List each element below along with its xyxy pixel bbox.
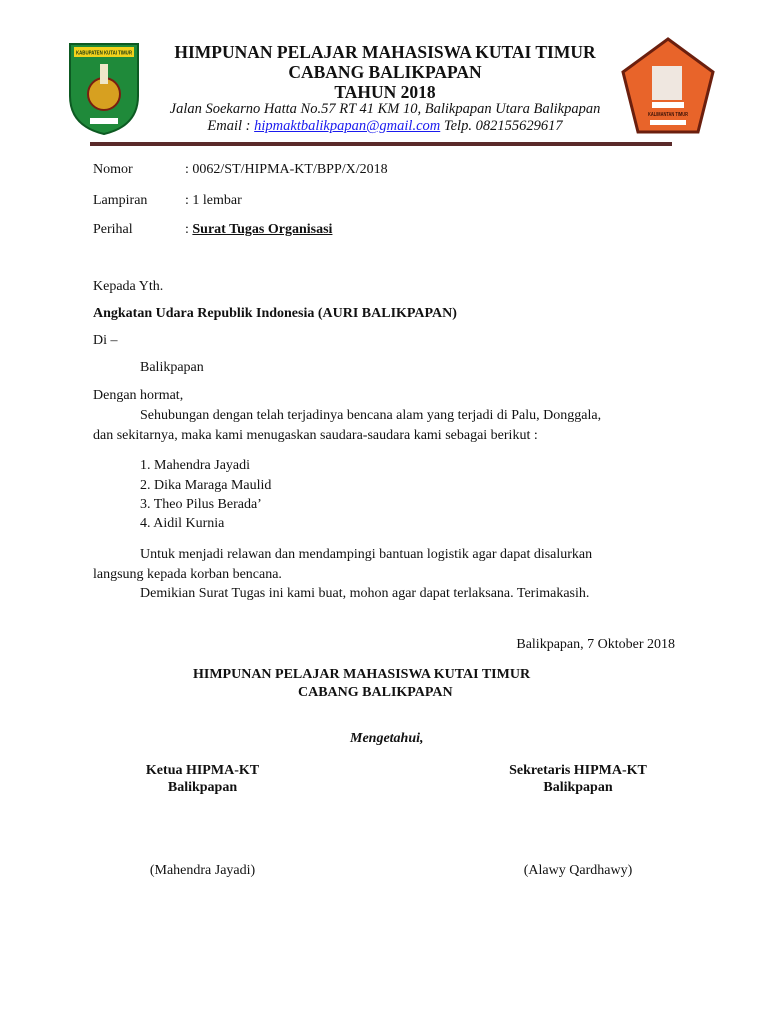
address: Jalan Soekarno Hatta No.57 RT 41 KM 10, Balikpapan Utara Balikpapan [169,101,601,117]
meta-label-nomor: Nomor [93,162,133,177]
branch-name: CABANG BALIKPAPAN [288,62,482,82]
member-list-item: 2. Dika Maraga Maulid [140,478,272,493]
paragraph-2-line-1: Untuk menjadi relawan dan mendampingi bantuan logistik agar dapat disalurkan [140,547,593,562]
contact-line: Email : hipmaktbalikpapan@gmail.com Telp. 082155629617 [207,118,563,134]
left-logo-text: KABUPATEN KUTAI TIMUR [76,50,133,57]
salutation: Dengan hormat, [93,388,184,403]
right-logo-text: KALIMANTAN TIMUR [648,112,689,118]
meta-label-perihal: Perihal [93,222,133,237]
meta-label-lampiran: Lampiran [93,193,148,208]
member-list-item: 4. Aidil Kurnia [140,516,225,531]
year: TAHUN 2018 [334,82,436,102]
org-name: HIMPUNAN PELAJAR MAHASISWA KUTAI TIMUR [174,42,596,62]
closing-branch: CABANG BALIKPAPAN [298,685,453,700]
secretary-title: Sekretaris HIPMA-KT [509,763,647,778]
header-divider [90,142,672,146]
paragraph-1-line-2: dan sekitarnya, maka kami menugaskan saudara-saudara kami sebagai berikut : [93,428,538,443]
hipma-kt-logo [620,36,716,136]
secretary-name: (Alawy Qardhawy) [523,863,633,878]
chairman-name: (Mahendra Jayadi) [149,863,256,878]
paragraph-2-line-2: langsung kepada korban bencana. [93,567,282,582]
meta-value-nomor: : 0062/ST/HIPMA-KT/BPP/X/2018 [185,162,388,177]
email-link[interactable]: hipmaktbalikpapan@gmail.com [254,118,441,134]
member-list-item: 1. Mahendra Jayadi [140,458,251,473]
secretary-city: Balikpapan [543,780,613,795]
closing-org: HIMPUNAN PELAJAR MAHASISWA KUTAI TIMUR [193,667,531,682]
meta-value-lampiran: : 1 lembar [185,193,242,208]
recipient-name: Angkatan Udara Republik Indonesia (AURI BALIKPAPAN) [93,306,457,321]
greeting: Kepada Yth. [93,279,164,294]
paragraph-3: Demikian Surat Tugas ini kami buat, mohon agar dapat terlaksana. Terimakasih. [140,586,590,601]
paragraph-1-line-1: Sehubungan dengan telah terjadinya bencana alam yang terjadi di Palu, Donggala, [140,408,602,423]
member-list-item: 3. Theo Pilus Berada’ [140,497,262,512]
chairman-title: Ketua HIPMA-KT [145,763,260,778]
place-date: Balikpapan, 7 Oktober 2018 [516,637,675,652]
meta-value-perihal: : Surat Tugas Organisasi [185,222,333,237]
kutai-timur-regency-logo [66,36,142,136]
recipient-di: Di – [93,333,118,348]
chairman-city: Balikpapan [167,780,238,795]
acknowledged-label: Mengetahui, [350,731,424,746]
recipient-city: Balikpapan [140,360,204,375]
